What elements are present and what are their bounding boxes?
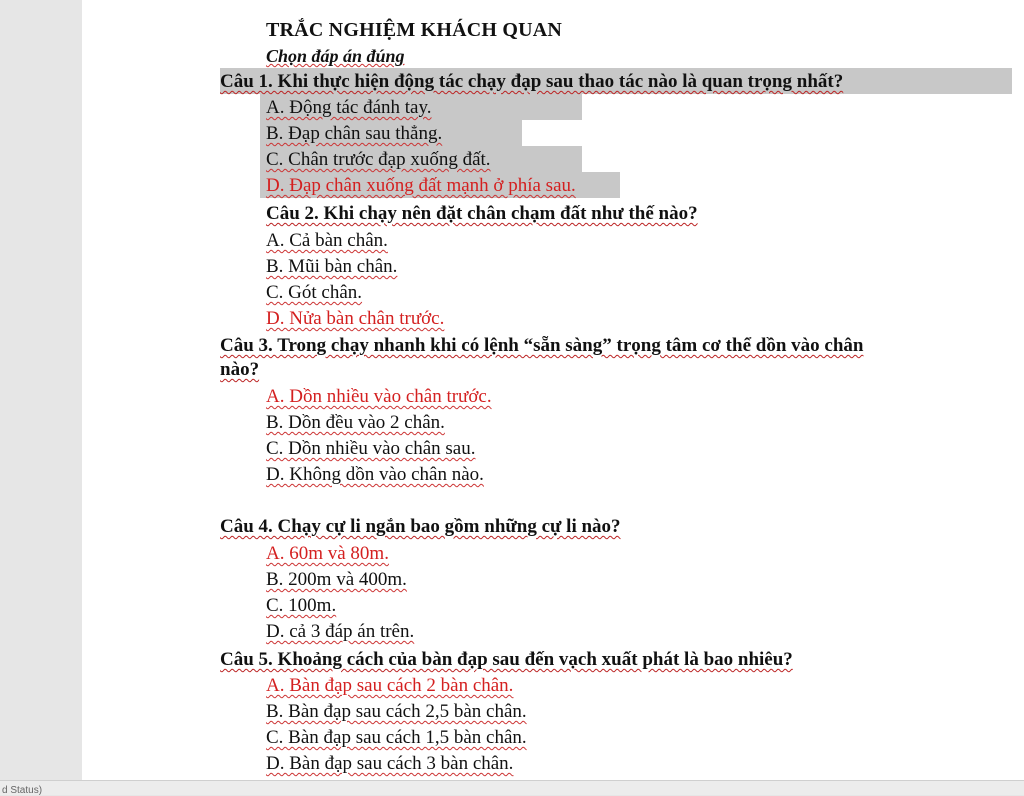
- q4-option-a-answer: A. 60m và 80m.: [266, 543, 389, 564]
- q4-option-c: C. 100m.: [266, 595, 337, 616]
- q2-option-d-answer: D. Nửa bàn chân trước.: [266, 308, 445, 329]
- question-4: Câu 4. Chạy cự li ngắn bao gồm những cự li nào?: [220, 516, 621, 537]
- q3-option-b: B. Dồn đều vào 2 chân.: [266, 412, 445, 433]
- q2-option-b: B. Mũi bàn chân.: [266, 256, 398, 277]
- q1-option-b: B. Đạp chân sau thẳng.: [266, 123, 443, 144]
- question-3-line-2: nào?: [220, 359, 260, 380]
- q1-option-d-answer: D. Đạp chân xuống đất mạnh ở phía sau.: [266, 175, 576, 196]
- status-bar: [0, 780, 1024, 795]
- q2-option-a: A. Cả bàn chân.: [266, 230, 388, 251]
- question-2: Câu 2. Khi chạy nên đặt chân chạm đất như thế nào?: [266, 203, 698, 224]
- q4-option-d: D. cả 3 đáp án trên.: [266, 621, 415, 642]
- q5-option-d: D. Bàn đạp sau cách 3 bàn chân.: [266, 753, 514, 774]
- q3-option-c: C. Dồn nhiều vào chân sau.: [266, 438, 476, 459]
- q3-option-d: D. Không dồn vào chân nào.: [266, 464, 484, 485]
- q2-option-c: C. Gót chân.: [266, 282, 363, 303]
- q4-option-b: B. 200m và 400m.: [266, 569, 407, 590]
- q5-option-b: B. Bàn đạp sau cách 2,5 bàn chân.: [266, 701, 527, 722]
- q3-option-a-answer: A. Dồn nhiều vào chân trước.: [266, 386, 492, 407]
- question-1: Câu 1. Khi thực hiện động tác chạy đạp sau thao tác nào là quan trọng nhất?: [220, 71, 844, 92]
- q5-option-c: C. Bàn đạp sau cách 1,5 bàn chân.: [266, 727, 527, 748]
- q1-option-c: C. Chân trước đạp xuống đất.: [266, 149, 491, 170]
- status-bar-text: d Status): [2, 785, 43, 796]
- left-margin-gutter: [0, 0, 82, 780]
- question-3-line-1: Câu 3. Trong chạy nhanh khi có lệnh “sẵn sàng” trọng tâm cơ thể dồn vào chân: [220, 335, 864, 356]
- document-subtitle: Chọn đáp án đúng: [266, 46, 405, 66]
- document-page: [82, 0, 1024, 780]
- document-title: TRẮC NGHIỆM KHÁCH QUAN: [266, 19, 563, 41]
- question-5: Câu 5. Khoảng cách của bàn đạp sau đến vạch xuất phát là bao nhiêu?: [220, 649, 793, 670]
- q1-option-a: A. Động tác đánh tay.: [266, 97, 432, 118]
- q5-option-a-answer: A. Bàn đạp sau cách 2 bàn chân.: [266, 675, 514, 696]
